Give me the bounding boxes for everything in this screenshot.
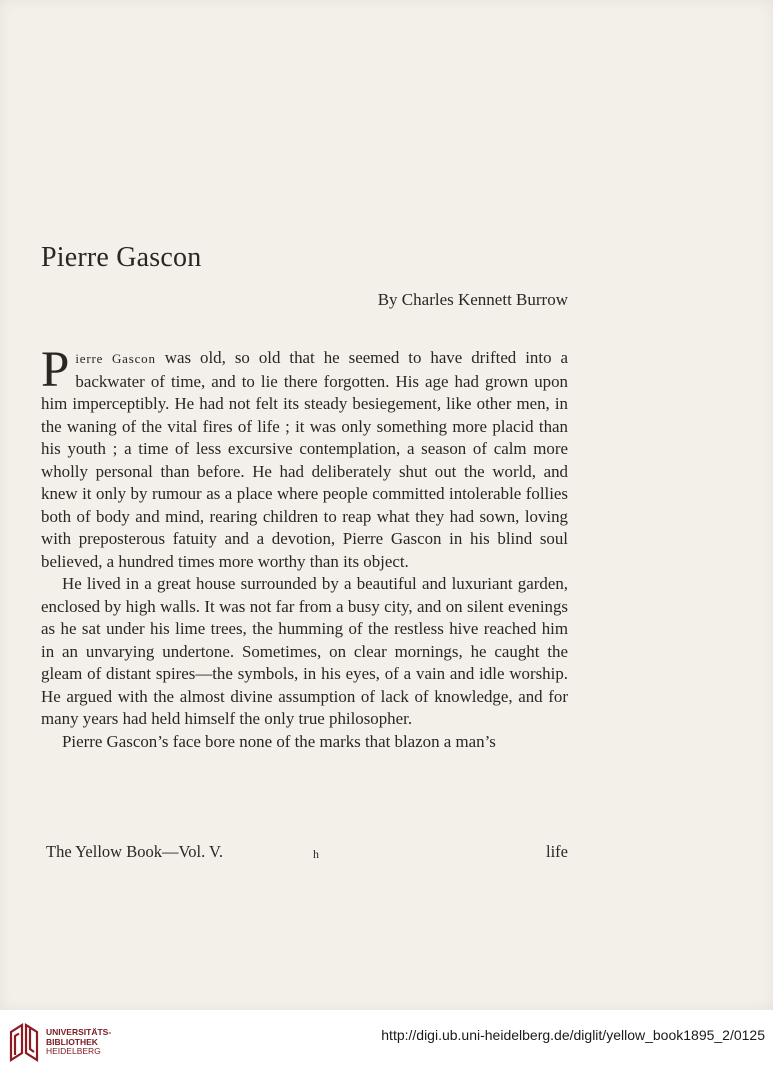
library-name-line-2: BIBLIOTHEK	[46, 1036, 98, 1047]
signature-line: The Yellow Book—Vol. V.	[46, 842, 223, 861]
heidelberg-library-logo-icon	[8, 1022, 40, 1062]
library-name-line-1: UNIVERSITÄTS-	[46, 1027, 112, 1037]
paragraph-2: He lived in a great house surrounded by a beautiful and luxuriant garden, enclosed by high walls. It was not far from a busy city, and on silent evenings as he sat under his lime trees, the humming of the restless hive reached him in an unvarying undertone. Sometimes, on clear mornings, he caught the gleam of distant spires—the symbols, in his eyes, of a vain and idle worship. He argued with the almost divine assumption of lack of knowledge, and for many years had held himself the only true philosopher.	[41, 574, 568, 728]
page-footer	[46, 841, 568, 863]
article-byline: By Charles Kennett Burrow	[377, 290, 568, 309]
drop-cap: P	[41, 342, 70, 398]
signature-mark: h	[313, 847, 320, 861]
paragraph-3: Pierre Gascon’s face bore none of the marks that blazon a man’s	[62, 731, 496, 751]
catchword: life	[546, 842, 568, 861]
library-name	[46, 1028, 111, 1057]
source-url[interactable]: http://digi.ub.uni-heidelberg.de/diglit/yellow_book1895_2/0125	[381, 1027, 765, 1043]
paragraph-1	[41, 342, 568, 573]
paragraph-1-text: was old, so old that he seemed to have drifted into a backwater of time, and to lie there forgotten. His age had grown upon him imperceptibly. He had not felt its steady besiegement, like other men, in the waning of the vital fires of life ; it was only something more placid than his youth ; a time of less excursive contemplation, a season of calm more wholly personal than before. He had deliberately shut out the world, and knew it only by rumour as a place where people committed intolerable follies both of body and mind, rearing children to reap what they had sown, loving with preposterous fatuity and a devotion, Pierre Gascon in his blind soul believed, a hundred times more worthy than its object.	[41, 348, 568, 571]
library-bar	[0, 1010, 773, 1069]
article-title: Pierre Gascon	[41, 242, 202, 273]
article-body	[41, 342, 568, 753]
library-name-line-3: HEIDELBERG	[46, 1046, 101, 1056]
small-caps-lead: ierre Gascon	[75, 351, 156, 366]
